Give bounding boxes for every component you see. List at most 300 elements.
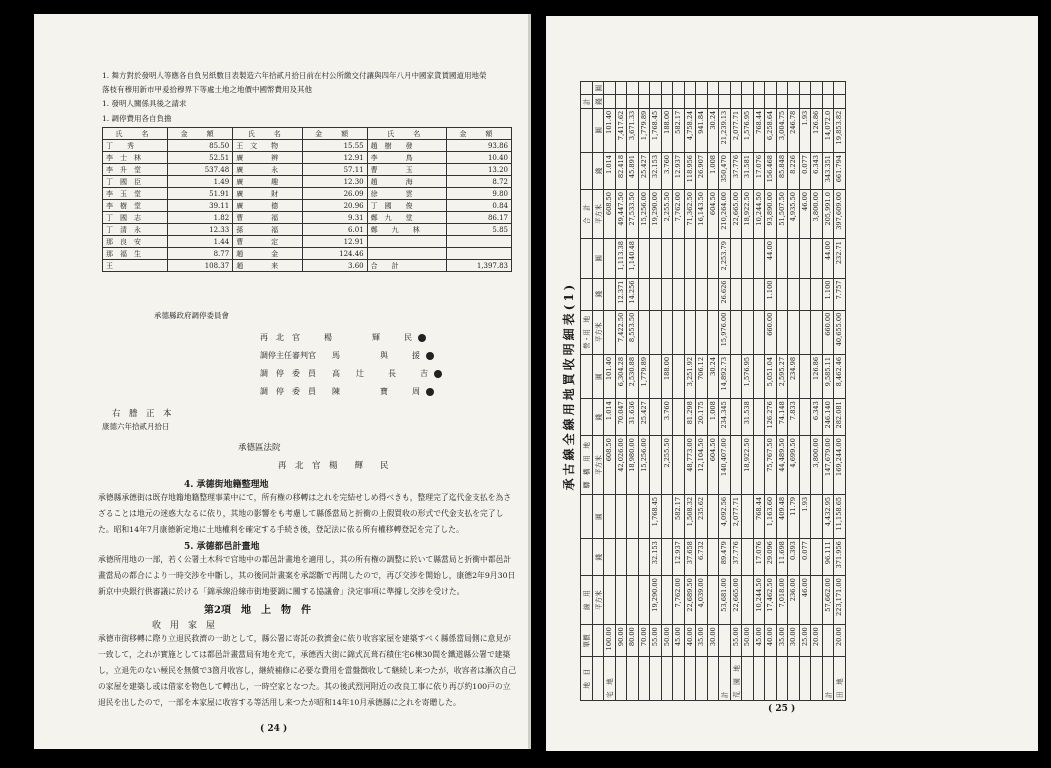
section-5-text: 承德所用地の一部，若く公署土木科で官地中の都邑計畫地を適用し，其の所有権の調整に於いて縣當局と折衝中都邑計畫當局の都合により一時交渉を中斷し，其の後同計畫案を承認斷で再開したので，再び交渉を開始し，康德2年9月30日新京中央銀行供審議に於ける「錦承線沿線市街地要調に關する協議會」決定事項に準據し交渉を受けた。 bbox=[98, 555, 516, 596]
land-value-cell: 1,113.38 bbox=[615, 239, 627, 278]
land-value-cell: 70.00 bbox=[638, 625, 650, 657]
land-value-cell: 22,689.50 bbox=[684, 576, 696, 625]
land-value-cell: 350,470 bbox=[719, 152, 731, 189]
official-name: 丁 國 俊 bbox=[367, 200, 446, 212]
officials-body bbox=[103, 140, 512, 272]
land-value-cell: 26.907 bbox=[696, 152, 708, 189]
land-value-cell: 234.345 bbox=[719, 399, 731, 436]
land-value-cell: 7.833 bbox=[788, 399, 800, 436]
land-value-cell: 85.848 bbox=[776, 152, 788, 189]
land-value-cell: 3.760 bbox=[661, 399, 673, 436]
land-value-cell bbox=[822, 82, 834, 95]
land-value-cell: 44.00 bbox=[822, 239, 834, 278]
land-table-row bbox=[834, 82, 846, 701]
land-table-row bbox=[730, 82, 742, 701]
land-category-cell bbox=[788, 657, 800, 701]
land-value-cell: 397,609.00 bbox=[834, 190, 846, 239]
land-value-cell bbox=[753, 82, 765, 95]
land-value-cell bbox=[834, 82, 846, 95]
land-value-cell: 12.937 bbox=[673, 152, 685, 189]
land-value-cell bbox=[811, 576, 823, 625]
land-value-cell bbox=[604, 539, 616, 576]
land-category-cell bbox=[799, 657, 811, 701]
land-value-cell: 12.937 bbox=[673, 539, 685, 576]
land-value-cell bbox=[742, 494, 754, 538]
land-value-cell: 0.077 bbox=[799, 152, 811, 189]
land-value-cell: 156.468 bbox=[765, 152, 777, 189]
land-value-cell bbox=[684, 310, 696, 354]
land-subheader-cell: 圓 bbox=[592, 354, 604, 398]
land-category-cell bbox=[811, 657, 823, 701]
land-value-cell bbox=[627, 494, 639, 538]
land-value-cell bbox=[788, 82, 800, 95]
land-value-cell: 49,447.50 bbox=[615, 190, 627, 239]
land-value-cell bbox=[788, 278, 800, 310]
official-amount: 9.31 bbox=[302, 212, 367, 224]
land-value-cell: 4,432.95 bbox=[822, 494, 834, 538]
page-number-right: ( 25 ) bbox=[768, 704, 796, 714]
land-value-cell bbox=[730, 310, 742, 354]
land-value-cell bbox=[684, 95, 696, 108]
land-table-row bbox=[673, 82, 685, 701]
official-amount: 9.80 bbox=[446, 188, 511, 200]
land-value-cell bbox=[661, 278, 673, 310]
land-value-cell bbox=[742, 82, 754, 95]
section-2-title: 第2項 地 上 物 件 bbox=[204, 605, 311, 616]
land-value-cell: 1.93 bbox=[799, 108, 811, 152]
land-value-cell: 101.40 bbox=[604, 108, 616, 152]
land-value-cell: 45.891 bbox=[627, 152, 639, 189]
land-header-cell bbox=[581, 82, 593, 95]
land-value-cell bbox=[661, 95, 673, 108]
seal-icon bbox=[434, 370, 442, 378]
land-value-cell: 1.100 bbox=[822, 278, 834, 310]
official-name: 趙 海 bbox=[367, 176, 446, 188]
land-value-cell: 1.008 bbox=[707, 399, 719, 436]
land-category-cell bbox=[650, 657, 662, 701]
land-value-cell bbox=[811, 278, 823, 310]
land-value-cell: 96.111 bbox=[822, 539, 834, 576]
official-name: 那 福 生 bbox=[103, 248, 168, 260]
official-name: 曹 福 bbox=[233, 212, 302, 224]
land-value-cell bbox=[753, 239, 765, 278]
land-value-cell: 126.86 bbox=[811, 108, 823, 152]
land-value-cell bbox=[822, 625, 834, 657]
official-amount: 15.55 bbox=[302, 140, 367, 152]
land-subheader-cell: 錢 bbox=[592, 539, 604, 576]
land-table-row bbox=[638, 82, 650, 701]
official-name: 廣 永 bbox=[233, 164, 302, 176]
land-value-cell bbox=[730, 354, 742, 398]
land-category-cell bbox=[753, 657, 765, 701]
land-value-cell: 409.48 bbox=[776, 494, 788, 538]
land-value-cell bbox=[730, 82, 742, 95]
land-value-cell bbox=[707, 95, 719, 108]
land-value-cell bbox=[799, 310, 811, 354]
land-value-cell: 3,004.75 bbox=[776, 108, 788, 152]
land-value-cell: 205,991.0 bbox=[822, 190, 834, 239]
land-value-cell bbox=[627, 82, 639, 95]
land-value-cell: 210,264.00 bbox=[719, 190, 731, 239]
land-value-cell: 2,077.71 bbox=[730, 494, 742, 538]
land-value-cell: 1,768.45 bbox=[650, 494, 662, 538]
land-value-cell: 6.732 bbox=[696, 539, 708, 576]
official-amount: 12.91 bbox=[302, 152, 367, 164]
land-value-cell: 1,768.45 bbox=[650, 108, 662, 152]
land-category-cell bbox=[742, 657, 754, 701]
land-value-cell bbox=[638, 310, 650, 354]
land-value-cell bbox=[661, 576, 673, 625]
land-value-cell bbox=[799, 82, 811, 95]
land-subheader-cell: 圓 bbox=[592, 239, 604, 278]
land-value-cell: 608.50 bbox=[604, 190, 616, 239]
land-category-cell bbox=[696, 657, 708, 701]
land-value-cell bbox=[707, 239, 719, 278]
land-value-cell bbox=[604, 278, 616, 310]
land-value-cell bbox=[627, 95, 639, 108]
land-value-cell bbox=[604, 576, 616, 625]
official-name: 趙 来 bbox=[233, 260, 302, 272]
land-table-row bbox=[707, 82, 719, 701]
land-value-cell: 223,171.00 bbox=[834, 576, 846, 625]
land-value-cell bbox=[638, 82, 650, 95]
official-amount: 12.91 bbox=[302, 236, 367, 248]
land-header-cell bbox=[581, 239, 593, 278]
land-value-cell bbox=[788, 95, 800, 108]
land-value-cell: 3,251.92 bbox=[684, 354, 696, 398]
land-value-cell bbox=[730, 278, 742, 310]
official-amount: 12.30 bbox=[302, 176, 367, 188]
land-value-cell: 12.371 bbox=[615, 278, 627, 310]
land-value-cell: 7,762.00 bbox=[673, 576, 685, 625]
land-value-cell bbox=[776, 278, 788, 310]
land-value-cell: 71,362.50 bbox=[684, 190, 696, 239]
land-header-cell bbox=[581, 152, 593, 189]
land-value-cell bbox=[753, 310, 765, 354]
land-value-cell: 18,922.50 bbox=[742, 436, 754, 495]
land-value-cell: 14.256 bbox=[627, 278, 639, 310]
seal-icon bbox=[426, 352, 434, 360]
land-header-row-1 bbox=[581, 82, 593, 701]
signature-text: 調 停 委 員 高 辻 長 吉 bbox=[260, 369, 428, 378]
land-value-cell: 101.40 bbox=[604, 354, 616, 398]
land-value-cell bbox=[776, 310, 788, 354]
land-value-cell bbox=[615, 82, 627, 95]
land-value-cell bbox=[730, 436, 742, 495]
land-value-cell: 44,489.50 bbox=[776, 436, 788, 495]
official-amount: 93.86 bbox=[446, 140, 511, 152]
land-value-cell bbox=[742, 310, 754, 354]
land-value-cell: 42,026.00 bbox=[615, 436, 627, 495]
land-value-cell: 8,462.46 bbox=[834, 354, 846, 398]
land-subheader-cell: 錢 bbox=[592, 399, 604, 436]
land-subheader-cell: 圓 bbox=[592, 494, 604, 538]
land-value-cell bbox=[707, 539, 719, 576]
official-name: 趙 樹 發 bbox=[367, 140, 446, 152]
land-value-cell: 234.98 bbox=[788, 354, 800, 398]
court-signature: 再 北 官 楊 輝 民 bbox=[278, 461, 389, 471]
land-value-cell: 57,662.00 bbox=[822, 576, 834, 625]
land-value-cell bbox=[707, 310, 719, 354]
land-value-cell: 2,595.27 bbox=[776, 354, 788, 398]
land-value-cell: 232.71 bbox=[834, 239, 846, 278]
land-value-cell: 29.096 bbox=[765, 539, 777, 576]
subsection-title: 收 用 家 屋 bbox=[152, 621, 216, 631]
land-value-cell: 2,255.50 bbox=[661, 190, 673, 239]
official-name: 李 升 堂 bbox=[103, 164, 168, 176]
officials-row bbox=[103, 248, 512, 260]
land-value-cell: 19,853.82 bbox=[834, 108, 846, 152]
land-value-cell: 45.00 bbox=[673, 625, 685, 657]
land-value-cell: 7,417.62 bbox=[615, 108, 627, 152]
land-value-cell: 53,681.00 bbox=[719, 576, 731, 625]
land-value-cell bbox=[742, 278, 754, 310]
official-amount: 52.51 bbox=[168, 152, 233, 164]
land-value-cell bbox=[811, 239, 823, 278]
land-value-cell bbox=[811, 539, 823, 576]
land-value-cell: 10,244.50 bbox=[753, 190, 765, 239]
land-value-cell: 236.00 bbox=[788, 576, 800, 625]
land-value-cell: 75,767.50 bbox=[765, 436, 777, 495]
left-page bbox=[34, 14, 531, 749]
table-title: 承古線全線用地買收明細表(1) bbox=[562, 281, 576, 491]
land-value-cell bbox=[765, 82, 777, 95]
land-table-row bbox=[627, 82, 639, 701]
land-header-cell bbox=[581, 399, 593, 436]
official-name: 合 計 bbox=[367, 260, 446, 272]
land-value-cell bbox=[604, 494, 616, 538]
land-header-cell bbox=[581, 539, 593, 576]
land-value-cell: 6.343 bbox=[811, 399, 823, 436]
land-value-cell bbox=[650, 278, 662, 310]
land-value-cell: 2,255.50 bbox=[661, 436, 673, 495]
land-value-cell bbox=[661, 82, 673, 95]
land-value-cell: 22,665.00 bbox=[730, 190, 742, 239]
land-table-row bbox=[615, 82, 627, 701]
land-table-row bbox=[776, 82, 788, 701]
land-value-cell bbox=[604, 82, 616, 95]
land-value-cell: 37.658 bbox=[684, 539, 696, 576]
land-value-cell: 50.00 bbox=[742, 625, 754, 657]
land-value-cell: 660.00 bbox=[765, 310, 777, 354]
land-value-cell bbox=[604, 310, 616, 354]
land-value-cell: 35.00 bbox=[776, 625, 788, 657]
official-amount: 1.44 bbox=[168, 236, 233, 248]
land-value-cell: 22,665.00 bbox=[730, 576, 742, 625]
land-subheader-cell: 平方米 bbox=[592, 190, 604, 239]
signature-row bbox=[260, 368, 442, 379]
official-amount: 57.11 bbox=[302, 164, 367, 176]
official-amount: 1.82 bbox=[168, 212, 233, 224]
official-name: 李 鳥 bbox=[367, 152, 446, 164]
official-name: 孫 福 bbox=[233, 224, 302, 236]
officials-row bbox=[103, 176, 512, 188]
land-category-cell: 荒 園 地 bbox=[730, 657, 742, 701]
official-name: 廣 辨 bbox=[233, 152, 302, 164]
land-value-cell: 9,585.11 bbox=[822, 354, 834, 398]
land-value-cell bbox=[834, 95, 846, 108]
land-value-cell: 46.00 bbox=[799, 190, 811, 239]
land-value-cell bbox=[673, 239, 685, 278]
officials-header-cell: 金 額 bbox=[302, 128, 367, 140]
officials-row bbox=[103, 200, 512, 212]
item-line-4: 1. 調停費用各自負擔 bbox=[102, 114, 172, 123]
official-name bbox=[367, 248, 446, 260]
signature-text: 調停主任審判官 馬 與 援 bbox=[260, 351, 420, 360]
land-value-cell bbox=[615, 95, 627, 108]
official-name: 李 玉 堂 bbox=[103, 188, 168, 200]
land-subheader-cell: 圓 bbox=[592, 82, 604, 95]
officials-header-cell: 氏 名 bbox=[233, 128, 302, 140]
land-value-cell: 4,758.24 bbox=[684, 108, 696, 152]
land-value-cell: 6,258.64 bbox=[765, 108, 777, 152]
land-value-cell: 89.479 bbox=[719, 539, 731, 576]
right-page bbox=[546, 16, 1038, 751]
item-line-1: 1. 舞方對於發明人等應各自負另紙數目表製造六年拾貳月拾日前在村公所繳交付讓與四年八月中國家貨賃國道用地榮 bbox=[102, 71, 487, 80]
land-value-cell: 246.140 bbox=[822, 399, 834, 436]
official-name: 廣 趣 bbox=[233, 176, 302, 188]
land-value-cell: 32.153 bbox=[650, 539, 662, 576]
land-value-cell: 188.00 bbox=[661, 108, 673, 152]
land-value-cell bbox=[811, 95, 823, 108]
official-name: 徐 雲 bbox=[367, 188, 446, 200]
land-header-cell bbox=[581, 278, 593, 310]
land-value-cell bbox=[788, 310, 800, 354]
land-subheader-cell bbox=[592, 657, 604, 701]
land-value-cell: 30.24 bbox=[707, 108, 719, 152]
land-value-cell bbox=[742, 576, 754, 625]
land-value-cell: 235.62 bbox=[696, 494, 708, 538]
land-value-cell bbox=[696, 82, 708, 95]
land-value-cell: 32.153 bbox=[650, 152, 662, 189]
land-value-cell bbox=[799, 239, 811, 278]
land-category-cell bbox=[684, 657, 696, 701]
official-name: 那 良 安 bbox=[103, 236, 168, 248]
land-table-row bbox=[788, 82, 800, 701]
officials-row bbox=[103, 140, 512, 152]
land-value-cell: 768.44 bbox=[753, 108, 765, 152]
land-category-cell bbox=[615, 657, 627, 701]
item-line-3: 1. 發明人關係具後之請求 bbox=[102, 99, 187, 108]
land-value-cell: 25.427 bbox=[638, 152, 650, 189]
land-value-cell bbox=[730, 399, 742, 436]
section-5-title: 5. 承德都邑計畫地 bbox=[184, 542, 260, 552]
land-value-cell: 1,508.32 bbox=[684, 494, 696, 538]
official-name: 廣 德 bbox=[233, 200, 302, 212]
land-value-cell: 100.00 bbox=[604, 625, 616, 657]
land-value-cell bbox=[627, 539, 639, 576]
land-value-cell: 661.794 bbox=[834, 152, 846, 189]
land-value-cell: 15,256.00 bbox=[638, 190, 650, 239]
land-value-cell: 31.538 bbox=[742, 399, 754, 436]
land-value-cell: 6,304.28 bbox=[615, 354, 627, 398]
official-name: 曹 玉 bbox=[367, 164, 446, 176]
officials-row bbox=[103, 236, 512, 248]
officials-table bbox=[102, 127, 512, 272]
land-value-cell: 15,976.00 bbox=[719, 310, 731, 354]
land-value-cell bbox=[707, 82, 719, 95]
land-value-cell: 3.760 bbox=[661, 152, 673, 189]
land-value-cell: 40.00 bbox=[684, 625, 696, 657]
land-value-cell: 3,800.00 bbox=[811, 436, 823, 495]
land-value-cell bbox=[799, 399, 811, 436]
officials-row bbox=[103, 188, 512, 200]
copy-note: 右 謄 正 本 bbox=[112, 409, 172, 419]
land-value-cell bbox=[742, 95, 754, 108]
land-value-cell: 1.008 bbox=[707, 152, 719, 189]
land-table-row bbox=[684, 82, 696, 701]
land-value-cell bbox=[650, 354, 662, 398]
land-value-cell: 941.84 bbox=[696, 108, 708, 152]
land-value-cell bbox=[719, 625, 731, 657]
land-value-cell: 45.00 bbox=[753, 625, 765, 657]
land-value-cell: 15,256.00 bbox=[638, 436, 650, 495]
land-value-cell: 18,980.00 bbox=[627, 436, 639, 495]
land-value-cell: 0.393 bbox=[788, 539, 800, 576]
rotated-table-container bbox=[560, 61, 950, 711]
land-value-cell bbox=[696, 239, 708, 278]
land-value-cell bbox=[742, 539, 754, 576]
land-header-cell: 計 bbox=[581, 95, 593, 108]
land-value-cell bbox=[776, 239, 788, 278]
land-value-cell: 27,533.50 bbox=[627, 190, 639, 239]
land-value-cell bbox=[615, 576, 627, 625]
land-value-cell: 126.276 bbox=[765, 399, 777, 436]
officials-row bbox=[103, 224, 512, 236]
land-value-cell bbox=[753, 399, 765, 436]
signature-text: 再 北 官 楊 輝 民 bbox=[260, 333, 412, 342]
land-value-cell: 2,077.71 bbox=[730, 108, 742, 152]
land-value-cell bbox=[615, 494, 627, 538]
land-value-cell: 1.93 bbox=[799, 494, 811, 538]
land-value-cell: 21,239.13 bbox=[719, 108, 731, 152]
land-value-cell bbox=[638, 278, 650, 310]
land-table-row bbox=[811, 82, 823, 701]
land-value-cell bbox=[638, 95, 650, 108]
land-value-cell: 17,462.50 bbox=[765, 576, 777, 625]
land-value-cell: 19,290.00 bbox=[650, 576, 662, 625]
land-value-cell: 40.00 bbox=[765, 625, 777, 657]
land-value-cell bbox=[719, 95, 731, 108]
land-value-cell: 14,892.73 bbox=[719, 354, 731, 398]
land-table-row bbox=[799, 82, 811, 701]
land-value-cell: 8,553.50 bbox=[627, 310, 639, 354]
official-amount: 86.17 bbox=[446, 212, 511, 224]
land-value-cell bbox=[684, 239, 696, 278]
official-amount: 85.50 bbox=[168, 140, 233, 152]
land-value-cell bbox=[638, 576, 650, 625]
official-name: 曹 定 bbox=[233, 236, 302, 248]
land-value-cell: 51,507.50 bbox=[776, 190, 788, 239]
land-value-cell bbox=[730, 95, 742, 108]
signature-row bbox=[260, 386, 434, 397]
land-header-cell: 單價 bbox=[581, 625, 593, 657]
land-value-cell bbox=[661, 539, 673, 576]
official-amount: 13.20 bbox=[446, 164, 511, 176]
seal-icon bbox=[426, 388, 434, 396]
land-value-cell bbox=[638, 239, 650, 278]
land-category-cell bbox=[673, 657, 685, 701]
land-value-cell: 11.79 bbox=[788, 494, 800, 538]
land-value-cell: 30.24 bbox=[707, 354, 719, 398]
land-value-cell: 7,422.50 bbox=[615, 310, 627, 354]
land-category-cell: 計 bbox=[719, 657, 731, 701]
land-value-cell bbox=[615, 539, 627, 576]
official-amount: 108.37 bbox=[168, 260, 233, 272]
land-value-cell: 80.00 bbox=[627, 625, 639, 657]
officials-header-cell: 氏 名 bbox=[367, 128, 446, 140]
land-category-cell bbox=[627, 657, 639, 701]
